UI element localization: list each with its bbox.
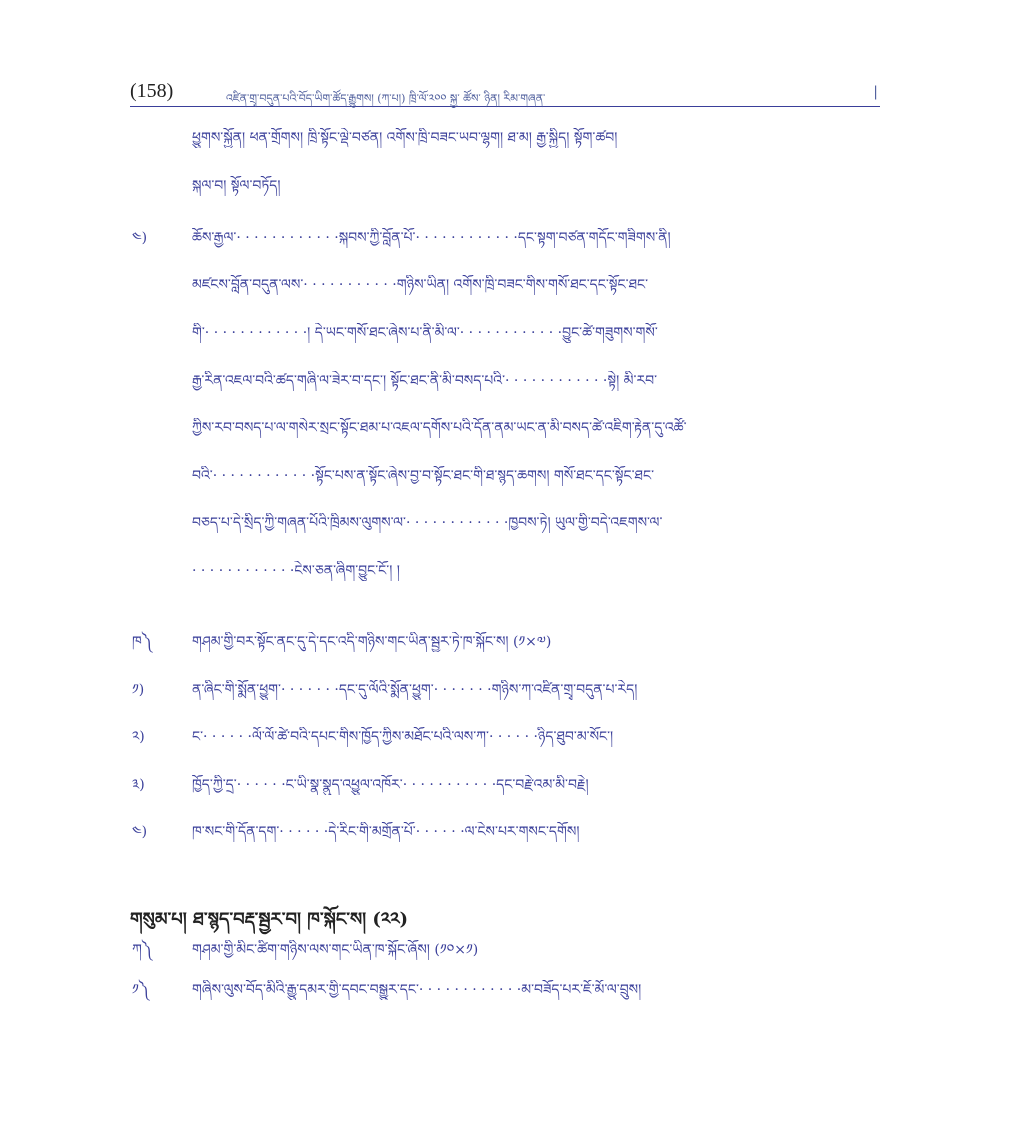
question-4-line-7: བཅད་པ་དེ་སྲིད་ཀྱི་གཞན་པོའི་ཁྲིམས་ལུགས་ལ་· · · · · · · · · · · ·ཁྱབས་ཏེ། ཡུལ་གྱི་བདེ་འཇགས་ལ་	[192, 515, 663, 531]
item-text: ན་ཞིང་གི་སྨོན་ཕྱུག་· · · · · · ·དང་དུ་ལོའི་སྨོན་ཕྱུག་· · · · · · ·གཉིས་ཀ་འཛིན་གྲྭ་བདུན་པ་རེད།	[192, 682, 638, 698]
item-text: ཁ་སང་གི་དོན་དག་· · · · · ·དེ་རིང་གི་མགྲོན་པོ་· · · · · ·ལ་ངེས་པར་གསང་དགོས།	[192, 824, 580, 840]
page-header	[130, 82, 880, 107]
question-4-line-3: གི་· · · · · · · · · · · ·། དེ་ཡང་གསོ་ཐང་ཞེས་པ་ནི་མི་ལ་· · · · · · · · · · · ·བྱུང་ཚེ་གཟུགས་གསོ་	[192, 325, 658, 341]
item-text: ཁྱོད་ཀྱི་དྲ་· · · · · ·ང་ཡི་སྣ་སྣུད་འཕྱུལ་འཁོར་· · · · · · · · · · ·དང་བརྗེ་འམ་མི་བརྗེ།	[192, 777, 589, 793]
intro-line-2: སྐལ་བ། སྟོལ་བཏོད།	[192, 178, 281, 194]
item-number: ༤)	[132, 824, 148, 840]
running-title: འཛིན་གྲྭ་བདུན་པའི་བོད་ཡིག་ཚོད་རྒྱུགས། (ཀ་པ།) ཁྲི་ལོ་༢༠༠ སྐྱ་ ཚོས་ ཉིན། རིམ་གཞན་	[226, 92, 546, 105]
question-4-line-6: བའི་· · · · · · · · · · · ·སྟོང་པས་ན་སྟོང་ཞེས་བྱ་བ་སྟོང་ཐང་གི་ཐ་སྙད་ཆགས། གསོ་ཐང་དང་སྟོང་ཐང་	[192, 468, 655, 484]
header-mark: |	[873, 84, 878, 100]
question-4-line-1: ཆོས་རྒྱལ་· · · · · · · · · · · ·སྐབས་ཀྱི་བློན་པོ་· · · · · · · · · · · ·དང་སྟག་བཙན་གདོང་གཟིགས་ནི།	[192, 230, 671, 246]
item-number: ༡)	[132, 682, 145, 698]
page-number: (158)	[130, 80, 174, 102]
item-number: ༢)	[132, 729, 145, 745]
intro-line-1: ཕྱུགས་སྐྱོན། ཕན་གྲོགས། ཁྲི་སྟོང་ལྡེ་བཙན། འགོས་ཁྲི་བཟང་ཡབ་ལྷག། ཐ་མ། རྒྱ་སྐྱིད། སྟོག་ཚབ།	[192, 130, 618, 146]
question-number: ༤)	[132, 230, 148, 246]
item-number: ༣)	[132, 777, 145, 793]
item-text: གཞིས་ལུས་བོད་མིའི་རྒྱུ་དམར་གྱི་དབང་བསྒྱུར་དང་· · · · · · · · · · · ·མ་བཟོད་པར་ཇོ་མོ་ལ་བྲུས།	[192, 982, 642, 998]
section-label: ཁ༽	[132, 634, 152, 650]
item-number: ༡༽	[132, 982, 149, 998]
question-4-line-2: མཛངས་བློན་བདུན་ལས་· · · · · · · · · · ·གཉིས་ཡིན། འགོས་ཁྲི་བཟང་གིས་གསོ་ཐང་དང་སྟོང་ཐང་	[192, 277, 649, 293]
question-4-line-4: རྒྱ་རིན་འཇལ་བའི་ཚད་གཞི་ལ་ཟེར་བ་དང་། སྟོང་ཐང་ནི་མི་བསད་པའི་· · · · · · · · · · · ·སྟེ། མི་རབ་	[192, 373, 658, 389]
question-4-line-8: · · · · · · · · · · · ·ངེས་ཅན་ཞིག་བྱུང་ངོ་། །	[192, 563, 400, 579]
sub-section-instruction: གཤམ་གྱི་མིང་ཚིག་གཉིས་ལས་གང་ཡིན་ཁ་སྐོང་ཞོས། (༡༠×༡)	[192, 942, 479, 958]
item-text: ང་· · · · · ·ལོ་ལོ་ཚེ་བའི་དཔང་གིས་ཁྱོད་ཀྱིས་མཐོང་པའི་ལས་ཀ་· · · · · ·ཉིད་ཐུབ་མ་སོང་།	[192, 729, 614, 745]
section-3-heading: གསུམ་པ། ཐ་སྙད་བརྡ་སྦྱར་བ། ཁ་སྐོང་ས། (༢༢)	[130, 909, 409, 930]
sub-section-label: ཀ༽	[132, 942, 152, 958]
section-instruction: གཤམ་གྱི་བར་སྟོང་ནང་དུ་དེ་དང་འདི་གཉིས་གང་ཡིན་སྦྱར་ཏེ་ཁ་སྐོང་ས། (༡×༧)	[192, 634, 552, 650]
question-4-line-5: ཀྱིས་རབ་བསད་པ་ལ་གསེར་སྲང་སྟོང་ཐམ་པ་འཇལ་དགོས་པའི་དོན་ནམ་ཡང་ན་མི་བསད་ཚེ་འཇིག་རྟེན་དུ་འཚོ་	[192, 420, 687, 436]
